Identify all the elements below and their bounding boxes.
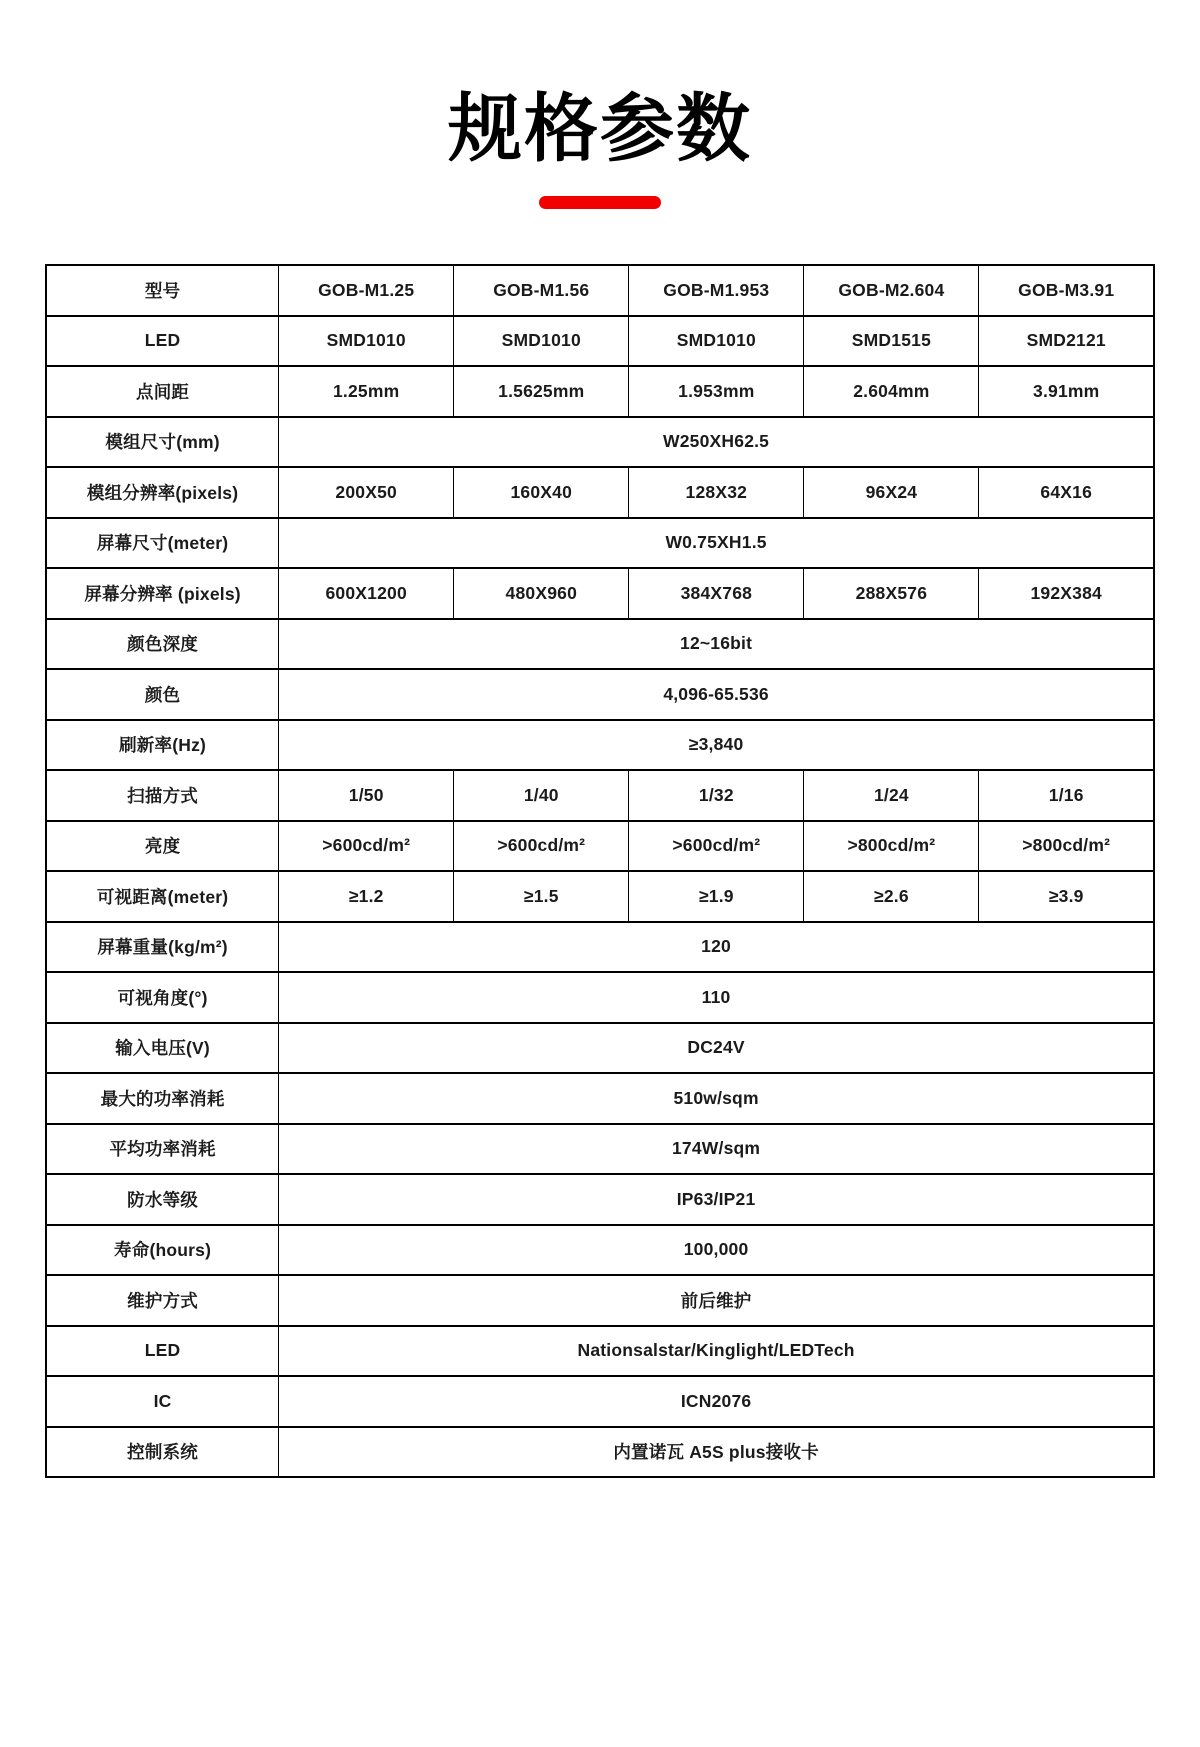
spec-value-cell: 96X24 bbox=[804, 467, 979, 518]
spec-label-cell: 扫描方式 bbox=[46, 770, 279, 821]
spec-value-cell: >800cd/m² bbox=[979, 821, 1154, 872]
table-row bbox=[46, 922, 1154, 973]
spec-value-cell: GOB-M3.91 bbox=[979, 265, 1154, 316]
spec-table bbox=[45, 264, 1155, 1478]
spec-value-cell: 120 bbox=[279, 922, 1154, 973]
table-row bbox=[46, 720, 1154, 771]
spec-value-cell: 1/24 bbox=[804, 770, 979, 821]
table-row bbox=[46, 316, 1154, 367]
table-row bbox=[46, 568, 1154, 619]
spec-label-cell: 点间距 bbox=[46, 366, 279, 417]
spec-label-cell: 屏幕重量(kg/m²) bbox=[46, 922, 279, 973]
spec-value-cell: 480X960 bbox=[454, 568, 629, 619]
spec-value-cell: SMD1010 bbox=[629, 316, 804, 367]
table-row bbox=[46, 1225, 1154, 1276]
spec-value-cell: SMD1010 bbox=[279, 316, 454, 367]
spec-value-cell: 384X768 bbox=[629, 568, 804, 619]
spec-value-cell: 4,096-65.536 bbox=[279, 669, 1154, 720]
spec-value-cell: W0.75XH1.5 bbox=[279, 518, 1154, 569]
spec-label-cell: 平均功率消耗 bbox=[46, 1124, 279, 1175]
spec-value-cell: 3.91mm bbox=[979, 366, 1154, 417]
table-row bbox=[46, 1174, 1154, 1225]
table-row bbox=[46, 1427, 1154, 1478]
spec-label-cell: 屏幕尺寸(meter) bbox=[46, 518, 279, 569]
spec-value-cell: 12~16bit bbox=[279, 619, 1154, 670]
spec-label-cell: 屏幕分辨率 (pixels) bbox=[46, 568, 279, 619]
spec-value-cell: 1.25mm bbox=[279, 366, 454, 417]
table-row bbox=[46, 821, 1154, 872]
table-row bbox=[46, 972, 1154, 1023]
spec-value-cell: 160X40 bbox=[454, 467, 629, 518]
table-row bbox=[46, 1073, 1154, 1124]
spec-label-cell: 颜色深度 bbox=[46, 619, 279, 670]
spec-value-cell: ≥3.9 bbox=[979, 871, 1154, 922]
table-row bbox=[46, 1124, 1154, 1175]
spec-label-cell: 模组分辨率(pixels) bbox=[46, 467, 279, 518]
table-row bbox=[46, 265, 1154, 316]
spec-label-cell: 可视角度(°) bbox=[46, 972, 279, 1023]
spec-value-cell: 64X16 bbox=[979, 467, 1154, 518]
spec-value-cell: 100,000 bbox=[279, 1225, 1154, 1276]
spec-value-cell: 1.953mm bbox=[629, 366, 804, 417]
table-row bbox=[46, 1326, 1154, 1377]
table-row bbox=[46, 518, 1154, 569]
table-row bbox=[46, 366, 1154, 417]
table-row bbox=[46, 1023, 1154, 1074]
table-row bbox=[46, 619, 1154, 670]
spec-value-cell: 192X384 bbox=[979, 568, 1154, 619]
spec-value-cell: ≥1.9 bbox=[629, 871, 804, 922]
table-row bbox=[46, 1376, 1154, 1427]
spec-label-cell: IC bbox=[46, 1376, 279, 1427]
spec-value-cell: 600X1200 bbox=[279, 568, 454, 619]
spec-value-cell: Nationsalstar/Kinglight/LEDTech bbox=[279, 1326, 1154, 1377]
spec-value-cell: SMD2121 bbox=[979, 316, 1154, 367]
spec-label-cell: 维护方式 bbox=[46, 1275, 279, 1326]
spec-label-cell: 型号 bbox=[46, 265, 279, 316]
spec-value-cell: ≥1.5 bbox=[454, 871, 629, 922]
spec-value-cell: 1.5625mm bbox=[454, 366, 629, 417]
spec-value-cell: 174W/sqm bbox=[279, 1124, 1154, 1175]
spec-label-cell: 刷新率(Hz) bbox=[46, 720, 279, 771]
spec-value-cell: GOB-M2.604 bbox=[804, 265, 979, 316]
table-row bbox=[46, 417, 1154, 468]
spec-label-cell: 颜色 bbox=[46, 669, 279, 720]
spec-label-cell: 最大的功率消耗 bbox=[46, 1073, 279, 1124]
spec-value-cell: W250XH62.5 bbox=[279, 417, 1154, 468]
spec-value-cell: SMD1010 bbox=[454, 316, 629, 367]
page-header bbox=[0, 0, 1200, 209]
spec-value-cell: DC24V bbox=[279, 1023, 1154, 1074]
spec-value-cell: IP63/IP21 bbox=[279, 1174, 1154, 1225]
table-row bbox=[46, 467, 1154, 518]
spec-value-cell: ≥3,840 bbox=[279, 720, 1154, 771]
spec-value-cell: 200X50 bbox=[279, 467, 454, 518]
title-underline bbox=[539, 196, 661, 209]
spec-label-cell: 模组尺寸(mm) bbox=[46, 417, 279, 468]
spec-value-cell: 1/32 bbox=[629, 770, 804, 821]
spec-label-cell: 可视距离(meter) bbox=[46, 871, 279, 922]
spec-value-cell: 288X576 bbox=[804, 568, 979, 619]
spec-value-cell: ICN2076 bbox=[279, 1376, 1154, 1427]
spec-value-cell: GOB-M1.56 bbox=[454, 265, 629, 316]
table-row bbox=[46, 770, 1154, 821]
spec-value-cell: 前后维护 bbox=[279, 1275, 1154, 1326]
table-row bbox=[46, 1275, 1154, 1326]
spec-value-cell: 110 bbox=[279, 972, 1154, 1023]
spec-table-body bbox=[46, 265, 1154, 1477]
spec-value-cell: 1/50 bbox=[279, 770, 454, 821]
spec-value-cell: 内置诺瓦 A5S plus接收卡 bbox=[279, 1427, 1154, 1478]
spec-value-cell: 2.604mm bbox=[804, 366, 979, 417]
spec-value-cell: 128X32 bbox=[629, 467, 804, 518]
spec-value-cell: GOB-M1.953 bbox=[629, 265, 804, 316]
table-row bbox=[46, 669, 1154, 720]
spec-value-cell: >600cd/m² bbox=[629, 821, 804, 872]
spec-value-cell: GOB-M1.25 bbox=[279, 265, 454, 316]
table-row bbox=[46, 871, 1154, 922]
spec-value-cell: 1/40 bbox=[454, 770, 629, 821]
spec-value-cell: >600cd/m² bbox=[454, 821, 629, 872]
spec-label-cell: 寿命(hours) bbox=[46, 1225, 279, 1276]
spec-value-cell: 1/16 bbox=[979, 770, 1154, 821]
spec-label-cell: 防水等级 bbox=[46, 1174, 279, 1225]
spec-value-cell: 510w/sqm bbox=[279, 1073, 1154, 1124]
page-title: 规格参数 bbox=[448, 87, 752, 170]
spec-label-cell: LED bbox=[46, 1326, 279, 1377]
spec-value-cell: >800cd/m² bbox=[804, 821, 979, 872]
spec-value-cell: >600cd/m² bbox=[279, 821, 454, 872]
spec-label-cell: 输入电压(V) bbox=[46, 1023, 279, 1074]
spec-value-cell: SMD1515 bbox=[804, 316, 979, 367]
spec-value-cell: ≥2.6 bbox=[804, 871, 979, 922]
spec-label-cell: LED bbox=[46, 316, 279, 367]
spec-value-cell: ≥1.2 bbox=[279, 871, 454, 922]
spec-label-cell: 控制系统 bbox=[46, 1427, 279, 1478]
spec-label-cell: 亮度 bbox=[46, 821, 279, 872]
